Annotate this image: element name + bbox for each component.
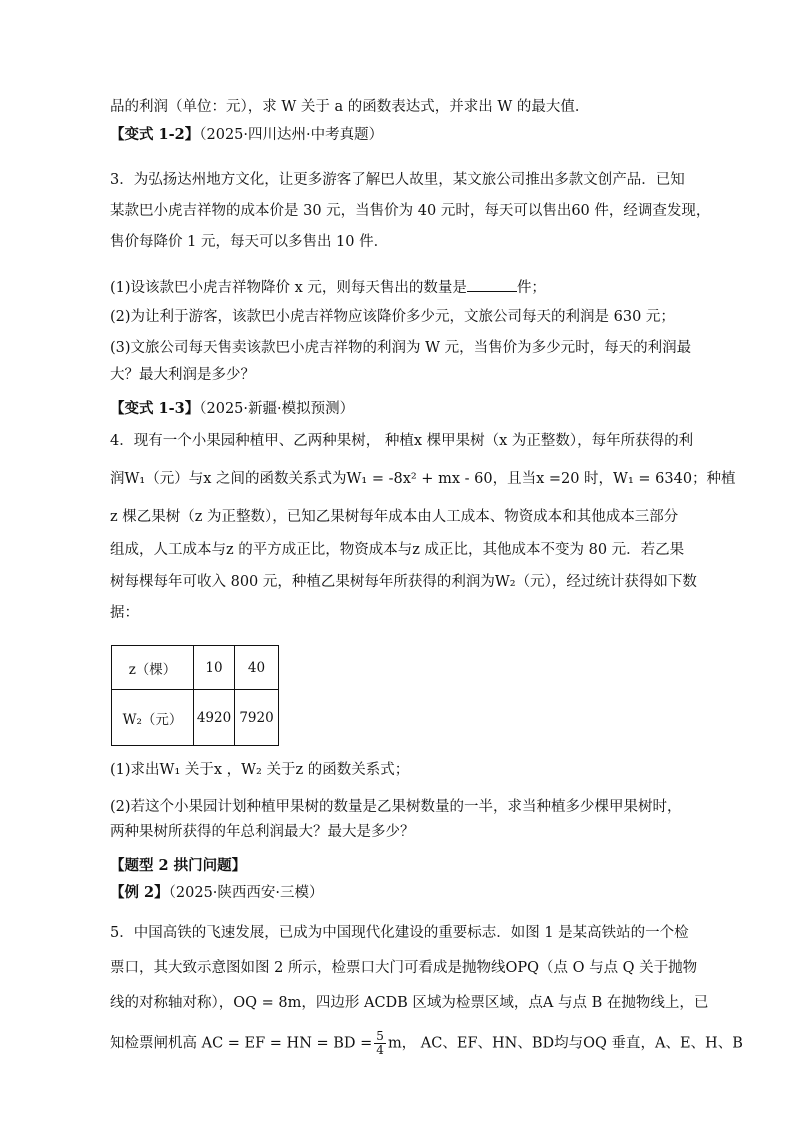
question-part-3: (3)文旅公司每天售卖该款巴小虎吉祥物的利润为 W 元，当售价为多少元时，每天的利润最 (110, 340, 692, 356)
table-cell: 7920 (235, 690, 279, 746)
text-line: 3．为弘扬达州地方文化，让更多游客了解巴人故里，某文旅公司推出多款文创产品．已知 (110, 172, 685, 188)
table-cell: 10 (194, 646, 235, 690)
variant-source: （2025·新疆·模拟预测） (199, 401, 355, 417)
question-text: 件； (516, 280, 546, 296)
table-row (112, 646, 279, 690)
variant-source: （2025·四川达州·中考真题） (199, 127, 384, 143)
table-header-cell: z（棵） (112, 646, 194, 690)
text-line: 润W₁（元）与x 之间的函数关系式为W₁ = -8x² + mx - 60，且当x =20 时，W₁ = 6340；种植 (110, 471, 736, 487)
variant-tag: 【变式 1-3】 (110, 400, 200, 417)
variant-heading (110, 125, 383, 145)
table-row (112, 690, 279, 746)
table-header-cell: W₂（元） (112, 690, 194, 746)
variant-heading (110, 399, 354, 419)
text-line: 大？最大利润是多少？ (110, 367, 255, 383)
fraction-denominator: 4 (376, 1043, 384, 1057)
answer-blank (467, 277, 517, 292)
equation-text: m， AC、EF、HN、BD均与OQ 垂直，A、E、H、B (387, 1035, 743, 1052)
question-text: (1)设该款巴小虎吉祥物降价 x 元，则每天售出的数量是 (110, 280, 467, 296)
text-line: 据： (110, 605, 139, 621)
text-line: 组成，人工成本与z 的平方成正比，物资成本与z 成正比，其他成本不变为 80 元．若乙果 (110, 542, 685, 558)
fraction-numerator: 5 (376, 1029, 384, 1043)
question-part-1: (1)求出W₁ 关于x ，W₂ 关于z 的函数关系式； (110, 762, 410, 778)
question-part-2: (2)为让利于游客，该款巴小虎吉祥物应该降价多少元，文旅公司每天的利润是 630 元； (110, 309, 675, 325)
text-line: 某款巴小虎吉祥物的成本价是 30 元，当售价为 40 元时，每天可以售出60 件，经调查发现， (110, 203, 711, 219)
example-tag: 【例 2】 (110, 884, 169, 901)
text-line (110, 1030, 743, 1057)
variant-tag: 【变式 1-2】 (110, 126, 200, 143)
table-cell: 40 (235, 646, 279, 690)
text-line: 5．中国高铁的飞速发展，已成为中国现代化建设的重要标志．如图 1 是某高铁站的一个检 (110, 925, 689, 941)
section-heading: 【题型 2 拱门问题】 (110, 857, 247, 874)
question-part-2: (2)若这个小果园计划种植甲果树的数量是乙果树数量的一半，求当种植多少棵甲果树时， (110, 799, 682, 815)
table-cell: 4920 (194, 690, 235, 746)
text-line: 线的对称轴对称），OQ = 8m，四边形 ACDB 区域为检票区域，点A 与点 B 在抛物线上，已 (110, 995, 709, 1011)
example-heading (110, 883, 324, 903)
text-line: 树每棵每年可收入 800 元，种植乙果树每年所获得的利润为W₂（元），经过统计获得如下数 (110, 574, 697, 590)
text-line: 两种果树所获得的年总利润最大？最大是多少？ (110, 824, 415, 840)
text-line: z 棵乙果树（z 为正整数），已知乙果树每年成本由人工成本、物资成本和其他成本三部分 (110, 509, 679, 525)
text-line: 售价每降价 1 元，每天可以多售出 10 件． (110, 234, 389, 250)
text-line: 品的利润（单位：元），求 W 关于 a 的函数表达式，并求出 W 的最大值． (110, 99, 590, 115)
text-line: 4．现有一个小果园种植甲、乙两种果树， 种植x 棵甲果树（x 为正整数），每年所获得的利 (110, 433, 694, 449)
equation-text: 知检票闸机高 AC = EF = HN = BD = (110, 1035, 373, 1052)
text-line: 票口，其大致示意图如图 2 所示，检票口大门可看成是抛物线OPQ（点 O 与点 Q 关于抛物 (110, 960, 698, 976)
example-source: （2025·陕西西安·三模） (168, 885, 324, 901)
question-part-1 (110, 277, 546, 298)
fraction (374, 1030, 386, 1057)
data-table (111, 645, 279, 746)
